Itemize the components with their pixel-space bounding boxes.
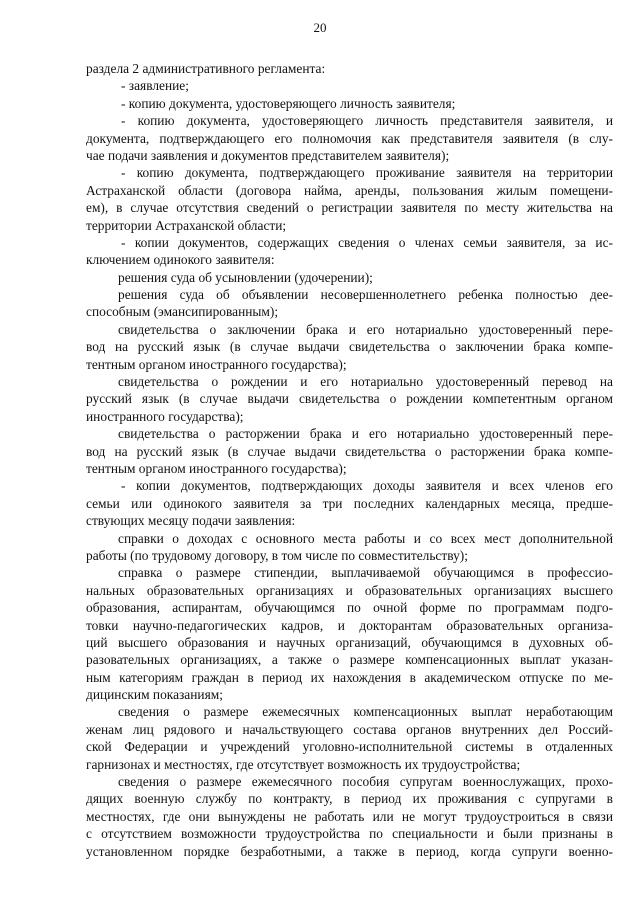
text-line: свидетельства о заключении брака и его нотариально удостоверенный пере- — [118, 321, 613, 337]
text-line: гарнизонах и местностях, где отсутствует возможность их трудоустройства; — [86, 756, 521, 772]
text-line: нальных образовательных организациях и образовательных организациях высшего — [86, 582, 613, 598]
text-line: тентным органом иностранного государства); — [86, 460, 347, 476]
text-line: дицинским показаниям; — [86, 687, 223, 703]
text-line: русский язык (в случае выдачи свидетельства о рождении компетентным органом — [86, 391, 613, 407]
text-line: территории Астраханской области; — [86, 217, 287, 233]
text-line: решения суда об усыновлении (удочерении); — [118, 269, 373, 285]
text-line: раздела 2 административного регламента: — [86, 61, 326, 76]
text-line: сведения о размере ежемесячных компенсационных выплат неработающим — [118, 704, 613, 720]
text-line: сведения о размере ежемесячного пособия супругам военнослужащих, прохо- — [118, 774, 613, 790]
text-line: ем), в случае отсутствия сведений о регистрации заявителя по месту жительства на — [86, 200, 613, 216]
text-line: решения суда об объявлении несовершеннолетнего ребенка полностью дее- — [118, 287, 613, 303]
text-line: - копии документов, подтверждающих доходы заявителя и всех членов его — [121, 478, 613, 494]
text-line: ключением одинокого заявителя: — [86, 252, 275, 268]
text-line: чае подачи заявления и документов представителем заявителя); — [86, 147, 450, 163]
text-line: ствующих месяцу подачи заявления: — [86, 513, 296, 529]
text-line: товки научно-педагогических кадров, и докторантам образовательных организа- — [86, 617, 613, 633]
text-line: - копию документа, удостоверяющего личность представителя заявителя, и — [121, 113, 613, 129]
text-line: - копию документа, подтверждающего проживание заявителя на территории — [121, 165, 613, 181]
text-line: работы (по трудовому договору, в том числе по совместительству); — [86, 547, 468, 563]
text-line: Астраханской области (договора найма, аренды, пользования жилым помещени- — [86, 182, 613, 198]
text-line: вод на русский язык (в случае выдачи свидетельства о заключении брака компе- — [86, 339, 613, 355]
text-line: тентным органом иностранного государства); — [86, 356, 347, 372]
text-line: женам лиц рядового и начальствующего состава органов внутренних дел Россий- — [86, 721, 613, 737]
text-line: - копии документов, содержащих сведения о членах семьи заявителя, за ис- — [121, 234, 613, 250]
text-line: местностях, где они вынуждены не работать или не могут трудоустроиться в связи — [86, 808, 613, 824]
text-line: образования, аспирантам, обучающимся по очной форме по программам подго- — [86, 600, 613, 616]
text-line: ций высшего образования и научных организаций, обучающимся в духовных об- — [86, 634, 613, 650]
text-line: разовательных организациях, а также о размере компенсационных выплат указан- — [86, 652, 613, 668]
text-line: - заявление; — [121, 78, 189, 94]
text-line: установленном порядке безработными, а также в период, когда супруги военно- — [86, 843, 613, 859]
text-line: дящих военную службу по контракту, в период их проживания с супругами в — [86, 791, 613, 807]
text-line: справки о доходах с основного места работы и со всех мест дополнительной — [118, 530, 613, 546]
document-body — [86, 60, 613, 860]
text-line: с отсутствием возможности трудоустройства по специальности и были признаны в — [86, 826, 613, 842]
page-number: 20 — [313, 20, 327, 35]
text-line: способным (эмансипированным); — [86, 304, 279, 320]
text-line: документа, подтверждающего его полномочия как представителя заявителя (в слу- — [86, 130, 613, 146]
text-line: справка о размере стипендии, выплачиваемой обучающимся в профессио- — [118, 565, 613, 581]
text-line: иностранного государства); — [86, 408, 244, 424]
text-line: ской Федерации и учреждений уголовно-исполнительной системы в отдаленных — [86, 739, 613, 755]
text-line: свидетельства о рождении и его нотариально удостоверенный перевод на — [118, 374, 613, 390]
text-line: вод на русский язык (в случае выдачи свидетельства о расторжении брака компе- — [86, 443, 613, 459]
text-line: семьи или одинокого заявителя за три последних календарных месяца, предше- — [86, 495, 613, 511]
text-line: ным категориям граждан в период их нахождения в академическом отпуске по ме- — [86, 669, 613, 685]
text-line: - копию документа, удостоверяющего личность заявителя; — [121, 95, 456, 111]
text-line: свидетельства о расторжении брака и его нотариально удостоверенный пере- — [118, 426, 613, 442]
